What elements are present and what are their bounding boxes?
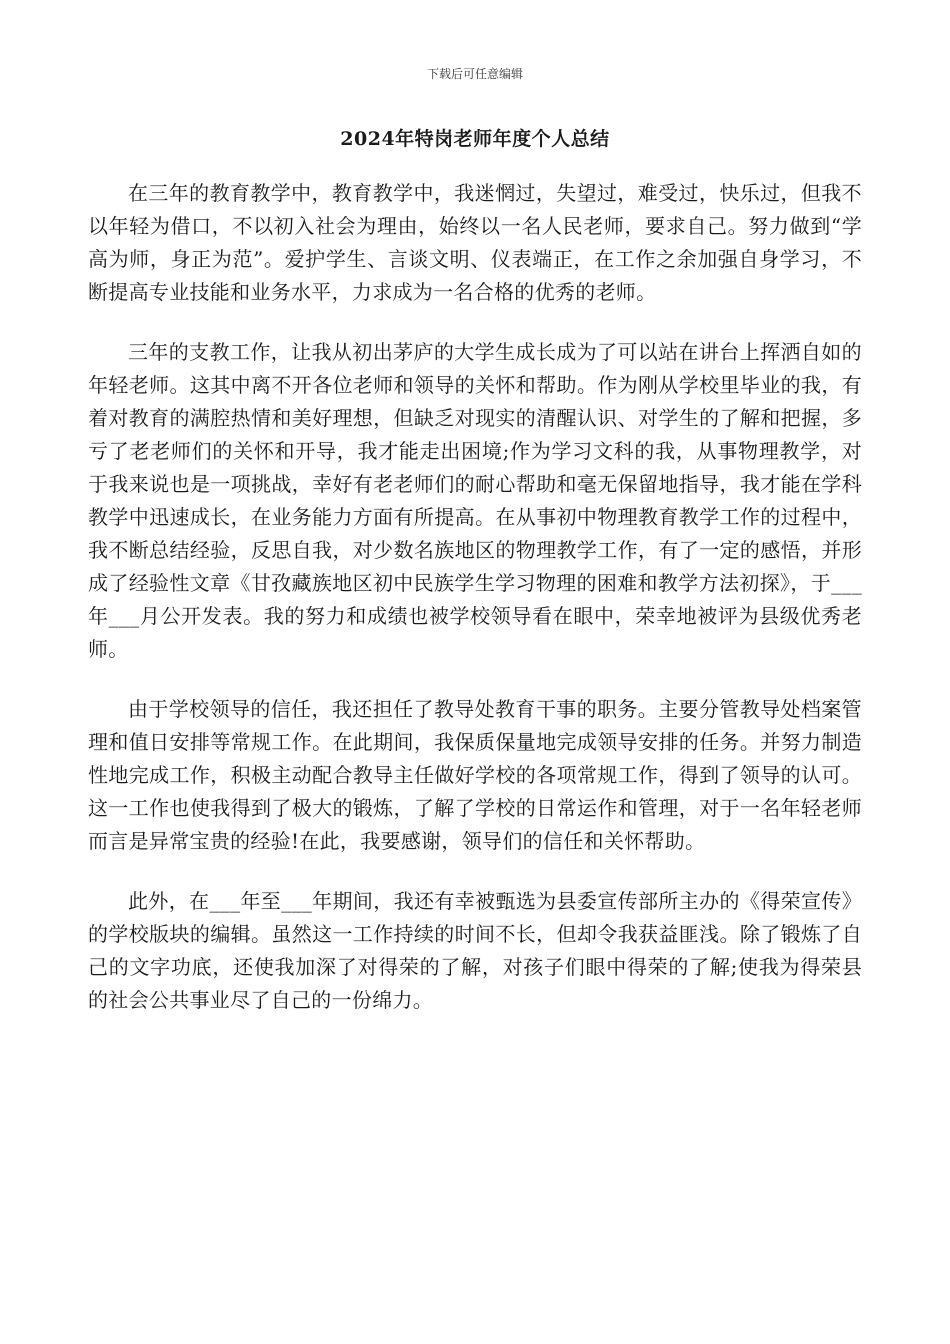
- paragraph-3: 由于学校领导的信任，我还担任了教导处教育干事的职务。主要分管教导处档案管理和值日安排等常规工作。在此期间，我保质保量地完成领导安排的任务。并努力制造性地完成工作，积极主动配合教导主任做好学校的各项常规工作，得到了领导的认可。这一工作也使我得到了极大的锻炼，了解了学校的日常运作和管理，对于一名年轻老师而言是异常宝贵的经验!在此，我要感谢，领导们的信任和关怀帮助。: [88, 697, 862, 853]
- paragraph-4: 此外，在___年至___年期间，我还有幸被甄选为县委宣传部所主办的《得荣宣传》的学校版块的编辑。虽然这一工作持续的时间不长，但却令我获益匪浅。除了锻炼了自己的文字功底，还使我加深了对得荣的了解，对孩子们眼中得荣的了解;使我为得荣县的社会公共事业尽了自己的一份绵力。: [88, 889, 862, 1012]
- paragraph-1: 在三年的教育教学中，教育教学中，我迷惘过，失望过，难受过，快乐过，但我不以年轻为借口，不以初入社会为理由，始终以一名人民老师，要求自己。努力做到“学高为师，身正为范”。爱护学生、言谈文明、仪表端正，在工作之余加强自身学习，不断提高专业技能和业务水平，力求成为一名合格的优秀的老师。: [88, 181, 862, 304]
- header-note: 下载后可任意编辑: [426, 67, 523, 81]
- paragraph-2: 三年的支教工作，让我从初出茅庐的大学生成长成为了可以站在讲台上挥洒自如的年轻老师。这其中离不开各位老师和领导的关怀和帮助。作为刚从学校里毕业的我，有着对教育的满腔热情和美好理想，但缺乏对现实的清醒认识、对学生的了解和把握，多亏了老老师们的关怀和开导，我才能走出困境;作为学习文科的我，从事物理教学，对于我来说也是一项挑战，幸好有老老师们的耐心帮助和毫无保留地指导，我才能在学科教学中迅速成长，在业务能力方面有所提高。在从事初中物理教育教学工作的过程中，我不断总结经验，反思自我，对少数名族地区的物理教学工作，有了一定的感悟，并形成了经验性文章《甘孜藏族地区初中民族学生学习物理的困难和教学方法初探》，于___年___月公开发表。我的努力和成绩也被学校领导看在眼中，荣幸地被评为县级优秀老师。: [88, 340, 862, 661]
- document-body: [88, 177, 862, 1044]
- document-title: 2024年特岗老师年度个人总结: [340, 128, 610, 150]
